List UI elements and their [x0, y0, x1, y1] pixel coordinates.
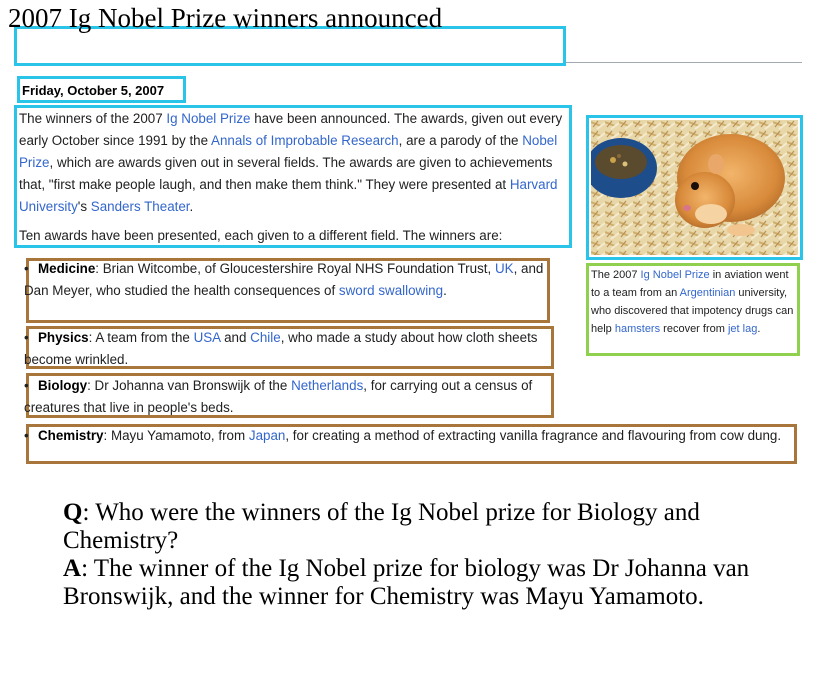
- article-date: Friday, October 5, 2007: [22, 83, 165, 98]
- sanders-theater-link[interactable]: Sanders Theater: [90, 199, 190, 214]
- intro-text: , which are awards given out in several fields. The awards are given to achievements that, "first make people laugh, and then make them think." They were presented at: [19, 155, 553, 192]
- harvard-link[interactable]: Harvard University: [19, 177, 558, 214]
- question-text: : Who were the winners of the Ig Nobel prize for Biology and Chemistry?: [63, 499, 700, 554]
- annals-link[interactable]: Annals of Improbable Research: [211, 133, 399, 148]
- intro-text: have been announced. The awards, given out every early October since 1991 by the: [19, 111, 563, 148]
- intro-paragraph: [19, 108, 569, 218]
- uk-link[interactable]: UK: [494, 261, 514, 276]
- caption-text: .: [757, 323, 761, 335]
- intro-text: The winners of the 2007: [19, 111, 167, 126]
- netherlands-link[interactable]: Netherlands: [291, 378, 364, 393]
- winner-text: , for carrying out a census of creatures that live in people's beds.: [24, 378, 533, 415]
- ig-nobel-prize-caption-link[interactable]: Ig Nobel Prize: [640, 269, 710, 281]
- field-label: Physics: [38, 330, 89, 345]
- caption-text: recover from: [660, 323, 728, 335]
- page-title: 2007 Ig Nobel Prize winners announced: [8, 3, 443, 33]
- ig-nobel-prize-link[interactable]: Ig Nobel Prize: [166, 111, 251, 126]
- jet-lag-link[interactable]: jet lag: [727, 323, 758, 335]
- winner-text: .: [443, 283, 447, 298]
- winner-text: , for creating a method of extracting vanilla fragrance and flavouring from cow dung.: [285, 428, 782, 443]
- winner-physics: [24, 327, 548, 371]
- photo-caption: [591, 266, 797, 338]
- winner-text: : A team from the: [88, 330, 194, 345]
- bullet: •: [24, 428, 29, 443]
- winner-text: : Brian Witcombe, of Gloucestershire Royal NHS Foundation Trust,: [95, 261, 495, 276]
- winner-text: , and Dan Meyer, who studied the health consequences of: [24, 261, 544, 298]
- caption-text: The 2007: [591, 269, 641, 281]
- question-answer-block: [63, 499, 763, 611]
- title-divider: [566, 62, 802, 63]
- hamster-photo[interactable]: [591, 120, 798, 255]
- intro-text: 's: [77, 199, 91, 214]
- question-label: Q: [63, 499, 83, 526]
- field-label: Chemistry: [38, 428, 104, 443]
- bullet: •: [24, 378, 29, 393]
- caption-text: university, who discovered that impotency drugs can help: [591, 287, 794, 335]
- nobel-prize-link[interactable]: Nobel Prize: [19, 133, 558, 170]
- usa-link[interactable]: USA: [193, 330, 221, 345]
- winner-chemistry: [24, 425, 790, 461]
- sword-swallowing-link[interactable]: sword swallowing: [338, 283, 444, 298]
- field-label: Medicine: [38, 261, 96, 276]
- winner-text: , who made a study about how cloth sheets become wrinkled.: [24, 330, 538, 367]
- winner-medicine: [24, 258, 544, 302]
- chile-link[interactable]: Chile: [250, 330, 281, 345]
- hamsters-link[interactable]: hamsters: [614, 323, 661, 335]
- winner-text: : Dr Johanna van Bronswijk of the: [87, 378, 292, 393]
- argentinian-link[interactable]: Argentinian: [679, 287, 736, 299]
- field-label: Biology: [38, 378, 88, 393]
- answer-label: A: [63, 555, 82, 582]
- winner-biology: [24, 375, 548, 419]
- hamster-photo-frame: [586, 115, 803, 260]
- intro-text: .: [189, 199, 194, 214]
- winner-text: : Mayu Yamamoto, from: [103, 428, 249, 443]
- caption-text: in aviation went to a team from an: [591, 269, 789, 299]
- answer: [63, 555, 763, 611]
- winner-text: and: [220, 330, 251, 345]
- ten-awards-paragraph: Ten awards have been presented, each given to a different field. The winners are:: [19, 228, 503, 243]
- question: [63, 499, 763, 555]
- intro-text: , are a parody of the: [398, 133, 523, 148]
- japan-link[interactable]: Japan: [248, 428, 286, 443]
- bullet: •: [24, 261, 29, 276]
- bullet: •: [24, 330, 29, 345]
- answer-text: : The winner of the Ig Nobel prize for biology was Dr Johanna van Bronswijk, and the winner for Chemistry was Mayu Yamamoto.: [63, 555, 750, 610]
